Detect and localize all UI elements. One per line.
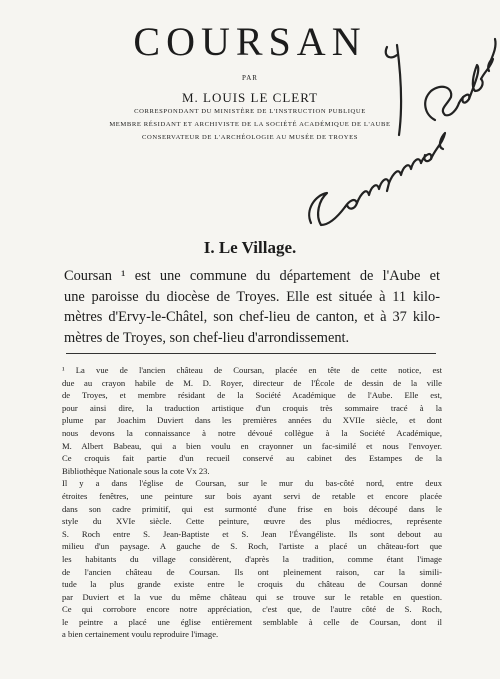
- footnote-line: pour ainsi dire, la traduction artistique d'un croquis très sommaire tracé à la: [62, 402, 442, 413]
- author-credential: CONSERVATEUR DE L'ARCHÉOLOGIE AU MUSÉE DE TROYES: [141, 134, 359, 141]
- footnote-line: Bibliothèque Nationale sous la cote Vx 23.: [62, 465, 210, 476]
- footnote-line: dans son cadre primitif, qui est surmonté d'une frise en bois découpé dans le: [62, 503, 442, 514]
- author-credential: CORRESPONDANT DU MINISTÈRE DE L'INSTRUCTION PUBLIQUE: [134, 108, 366, 115]
- text-line: mètres d'Ervy-le-Châtel, son chef-lieu de canton, et à 37 kilo-: [64, 309, 440, 325]
- footnote-line: milieu d'un paysage. A gauche de S. Roch, l'artiste a placé un château-fort que: [62, 541, 442, 552]
- footnote-line: S. Roch entre S. Jean-Baptiste et S. Jean l'Évangéliste. Ils sont debout au: [62, 528, 442, 539]
- footnote-line: tude la plus grande existe entre le croquis du château de Coursan donné: [62, 579, 442, 590]
- section-heading-text: I. Le Village.: [203, 238, 297, 257]
- footnote-line: style du XVIe siècle. Cette peinture, œuvre des plus médiocres, représente: [62, 516, 442, 527]
- footnote-line: les habitants du village considèrent, d'après la tradition, comme étant l'image: [62, 553, 442, 564]
- footnote-line: Ce croquis fait partie d'un recueil conservé au cabinet des Estampes de la: [62, 453, 442, 464]
- footnote-line: de Troyes, et membre résidant de la Société Académique de l'Aube. Elle est,: [62, 390, 442, 401]
- footnote-line: par Duviert et la vue du même château qui se trouve sur le retable en question.: [62, 591, 442, 602]
- footnote-line: le peintre a placé une église entièrement semblable à celle de Coursan, dont il: [62, 616, 442, 627]
- footnote-line: a bien certainement voulu reproduire l'image.: [62, 629, 219, 640]
- document-title: COURSAN: [133, 19, 367, 64]
- signature-drawing: [275, 25, 500, 235]
- handwritten-signature: [275, 25, 500, 235]
- footnote-line: Il y a dans l'église de Coursan, sur le mur du bas-côté nord, entre deux: [62, 478, 442, 489]
- text-line: mètres de Troyes, son chef-lieu d'arrondissement.: [64, 329, 350, 346]
- footnote-line: ¹ La vue de l'ancien château de Coursan, placée en tête de cette notice, est: [62, 365, 442, 375]
- section-heading: [0, 238, 500, 258]
- footnote-rule: [66, 353, 436, 354]
- footnote-line: due au crayon habile de M. D. Royer, directeur de l'École de dessin de la ville: [62, 377, 442, 388]
- author-credential: MEMBRE RÉSIDANT ET ARCHIVISTE DE LA SOCIÉTÉ ACADÉMIQUE DE L'AUBE: [109, 121, 391, 128]
- footnote-line: de l'ancien château de Coursan. Ils ont pleinement raison, car la simili-: [62, 566, 442, 577]
- text-line: Coursan ¹ est une commune du département de l'Aube et: [64, 268, 440, 284]
- footnote-line: M. Albert Babeau, qui a bien voulu en crayonner un fac-similé et nous l'envoyer.: [62, 440, 442, 451]
- footnote-line: Ce qui corrobore encore notre appréciation, c'est que, de l'autre côté de S. Roch,: [62, 604, 442, 615]
- footnote-line: plume par Joachim Duviert dans les premières années du XVIIe siècle, et dont: [62, 415, 442, 426]
- author-name: M. LOUIS LE CLERT: [181, 90, 319, 105]
- text-line: une paroisse du diocèse de Troyes. Elle est située à 11 kilo-: [64, 288, 440, 305]
- footnote-line: étroites fenêtres, une peinture sur bois ayant servi de retable et encore placée: [62, 490, 442, 501]
- lead-paragraph: [64, 266, 440, 348]
- by-line: PAR: [242, 74, 258, 82]
- footnote: [62, 364, 442, 641]
- footnote-line: nous devons la connaissance à notre dévoué collègue à la Société Académique,: [62, 427, 442, 438]
